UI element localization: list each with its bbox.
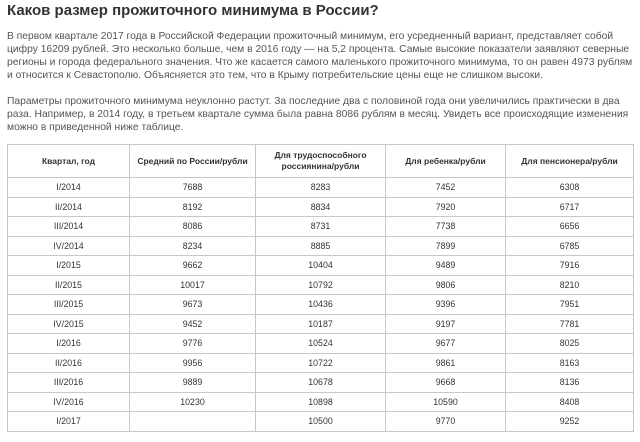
cell-working-age: 8283 [256,178,386,198]
cell-pensioner: 9252 [506,412,634,432]
cell-average-russia: 9889 [130,373,256,393]
table-row [8,392,634,412]
table-row [8,217,634,237]
table-body [8,178,634,432]
header-quarter-year: Квартал, год [8,145,130,178]
cell-quarter-year: II/2015 [8,275,130,295]
cell-average-russia: 8234 [130,236,256,256]
cell-quarter-year: II/2016 [8,353,130,373]
cell-quarter-year: I/2016 [8,334,130,354]
table-row [8,334,634,354]
table-row [8,314,634,334]
cell-average-russia: 9662 [130,256,256,276]
header-working-age: Для трудоспособного россиянина/рубли [256,145,386,178]
cell-child: 7899 [386,236,506,256]
cell-working-age: 10404 [256,256,386,276]
cell-pensioner: 6308 [506,178,634,198]
cell-working-age: 10678 [256,373,386,393]
cell-working-age: 8885 [256,236,386,256]
cell-quarter-year: II/2014 [8,197,130,217]
table-header-row [8,145,634,178]
header-child: Для ребенка/рубли [386,145,506,178]
cell-pensioner: 7916 [506,256,634,276]
cell-working-age: 10524 [256,334,386,354]
cell-pensioner: 6717 [506,197,634,217]
cell-working-age: 10436 [256,295,386,315]
subsistence-minimum-table [7,144,634,432]
table-row [8,197,634,217]
table-row [8,412,634,432]
cell-quarter-year: I/2014 [8,178,130,198]
cell-child: 7738 [386,217,506,237]
cell-working-age: 10898 [256,392,386,412]
cell-quarter-year: IV/2014 [8,236,130,256]
cell-child: 9677 [386,334,506,354]
cell-working-age: 10722 [256,353,386,373]
article-paragraph-2: Параметры прожиточного минимума неуклонно растут. За последние два с половиной года они увеличились практически в два раза. Например, в 2014 году, в третьем квартале сумма была равна 8086 рублям в месяц. Увидеть все происходящие изменения можно в приведенной ниже таблице. [7,96,629,133]
cell-child: 7452 [386,178,506,198]
cell-child: 9197 [386,314,506,334]
cell-quarter-year: IV/2016 [8,392,130,412]
cell-pensioner: 8025 [506,334,634,354]
cell-pensioner: 7951 [506,295,634,315]
cell-average-russia: 8086 [130,217,256,237]
cell-child: 9770 [386,412,506,432]
cell-working-age: 10792 [256,275,386,295]
cell-pensioner: 8136 [506,373,634,393]
header-average-russia: Средний по России/рубли [130,145,256,178]
cell-average-russia: 8192 [130,197,256,217]
cell-quarter-year: III/2016 [8,373,130,393]
cell-average-russia: 9452 [130,314,256,334]
cell-pensioner: 8408 [506,392,634,412]
cell-average-russia: 7688 [130,178,256,198]
cell-quarter-year: III/2014 [8,217,130,237]
table-row [8,373,634,393]
table-row [8,353,634,373]
cell-average-russia: 9956 [130,353,256,373]
header-pensioner: Для пенсионера/рубли [506,145,634,178]
cell-child: 9489 [386,256,506,276]
cell-working-age: 8834 [256,197,386,217]
cell-quarter-year: III/2015 [8,295,130,315]
table-row [8,256,634,276]
cell-pensioner: 6785 [506,236,634,256]
cell-average-russia: 9776 [130,334,256,354]
cell-pensioner: 6656 [506,217,634,237]
table-row [8,236,634,256]
cell-working-age: 8731 [256,217,386,237]
cell-quarter-year: IV/2015 [8,314,130,334]
cell-average-russia: 9673 [130,295,256,315]
cell-child: 7920 [386,197,506,217]
cell-child: 9806 [386,275,506,295]
cell-pensioner: 7781 [506,314,634,334]
table-row [8,275,634,295]
cell-average-russia: 10230 [130,392,256,412]
cell-average-russia: 10017 [130,275,256,295]
article-paragraph-1: В первом квартале 2017 года в Российской Федерации прожиточный минимум, его усредненный вариант, представляет собой цифру 16209 рублей. Это несколько больше, чем в 2016 году — на 5,2 процента. Самые высокие показатели заявляют северные регионы и города федерального значения. Что же касается самого маленького прожиточного минимума, то он равен 4973 рублям и относится к Севастополю. Объясняется это тем, что в Крыму потребительские цены еще не слишком высоки. [7,31,633,81]
cell-child: 10590 [386,392,506,412]
article-title: Каков размер прожиточного минимума в России? [7,2,379,19]
cell-quarter-year: I/2015 [8,256,130,276]
cell-working-age: 10500 [256,412,386,432]
cell-child: 9861 [386,353,506,373]
cell-pensioner: 8163 [506,353,634,373]
cell-child: 9668 [386,373,506,393]
table-row [8,295,634,315]
table-row [8,178,634,198]
cell-child: 9396 [386,295,506,315]
cell-average-russia [130,412,256,432]
cell-pensioner: 8210 [506,275,634,295]
cell-quarter-year: I/2017 [8,412,130,432]
cell-working-age: 10187 [256,314,386,334]
